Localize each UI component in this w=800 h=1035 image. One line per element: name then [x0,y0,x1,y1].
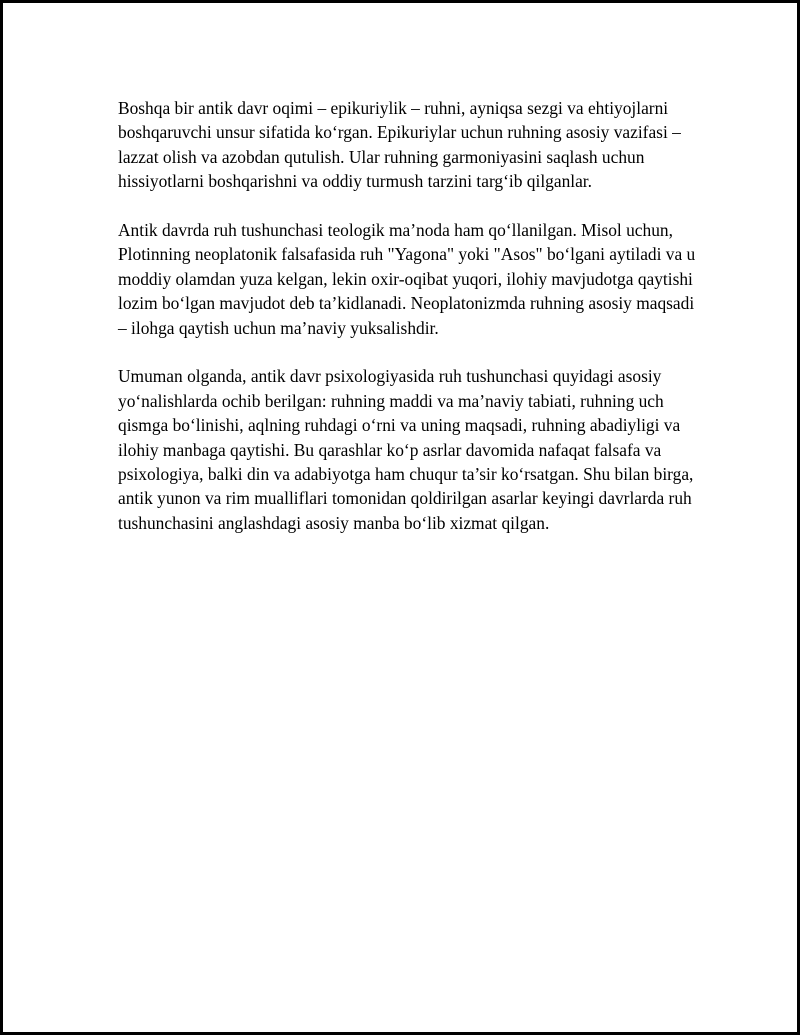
paragraph-conclusion: Umuman olganda, antik davr psixologiyasida ruh tushunchasi quyidagi asosiy yo‘nalishlarda ochib berilgan: ruhning maddi va ma’naviy tabiati, ruhning uch qismga bo‘linishi, aqlning ruhdagi o‘rni va uning maqsadi, ruhning abadiyligi va ilohiy manbaga qaytishi. Bu qarashlar ko‘p asrlar davomida nafaqat falsafa va psixologiya, balki din va adabiyotga ham chuqur ta’sir ko‘rsatgan. Shu bilan birga, antik yunon va rim mualliflari tomonidan qoldirilgan asarlar keyingi davrlarda ruh tushunchasini anglashdagi asosiy manba bo‘lib xizmat qilgan. [118,366,694,533]
document-body [118,96,698,560]
paragraph-neoplatonism: Antik davrda ruh tushunchasi teologik ma’noda ham qo‘llanilgan. Misol uchun, Plotinning neoplatonik falsafasida ruh "Yagona" yoki "Asos" bo‘lgani aytiladi va u moddiy olamdan yuza kelgan, lekin oxir-oqibat yuqori, ilohiy mavjudotga qaytishi lozim bo‘lgan mavjudot deb ta’kidlanadi. Neoplatonizmda ruhning asosiy maqsadi – ilohga qaytish uchun ma’naviy yuksalishdir. [118,220,696,338]
paragraph-epicureanism: Boshqa bir antik davr oqimi – epikuriylik – ruhni, ayniqsa sezgi va ehtiyojlarni boshqaruvchi unsur sifatida ko‘rgan. Epikuriylar uchun ruhning asosiy vazifasi – lazzat olish va azobdan qutulish. Ular ruhning garmoniyasini saqlash uchun hissiyotlarni boshqarishni va oddiy turmush tarzini targ‘ib qilganlar. [118,98,681,192]
